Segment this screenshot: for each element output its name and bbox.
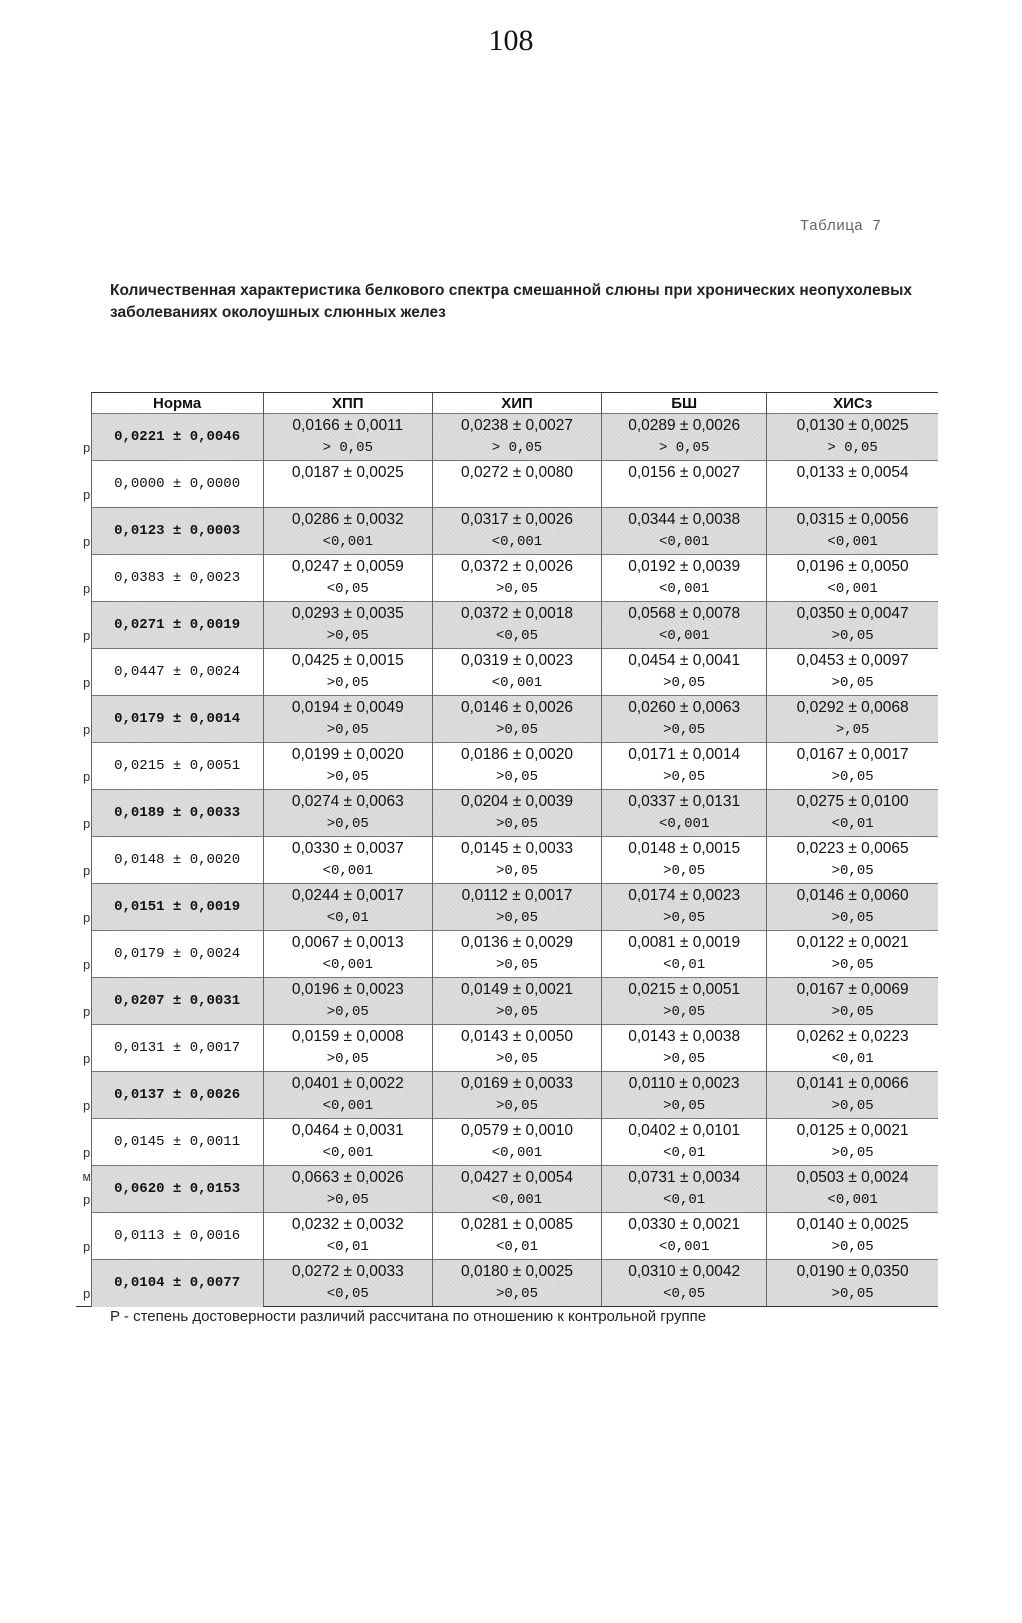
mean-value: 0,0453 ± 0,0097: [767, 649, 938, 673]
p-value: [767, 484, 938, 508]
table-row: [76, 1166, 938, 1190]
p-value: >0,05: [767, 1001, 938, 1025]
mean-value: 0,0112 ± 0,0017: [432, 884, 601, 908]
p-value: >0,05: [432, 719, 601, 743]
p-value: <0,001: [432, 531, 601, 555]
row-marker: [76, 1072, 91, 1096]
p-value: >0,05: [602, 1048, 767, 1072]
table-row: [76, 790, 938, 814]
mean-value: 0,0337 ± 0,0131: [602, 790, 767, 814]
row-marker: [76, 837, 91, 861]
p-value: >0,05: [432, 1048, 601, 1072]
norm-value: 0,0179 ± 0,0014: [91, 696, 263, 743]
p-value: > 0,05: [602, 437, 767, 461]
mean-value: 0,0244 ± 0,0017: [263, 884, 432, 908]
row-marker: [76, 649, 91, 673]
p-value: >0,05: [602, 907, 767, 931]
mean-value: 0,0186 ± 0,0020: [432, 743, 601, 767]
p-value: >0,05: [767, 672, 938, 696]
table-row: [76, 414, 938, 438]
p-label: p: [82, 441, 91, 457]
p-label: p: [82, 1146, 91, 1162]
row-marker: [76, 508, 91, 532]
p-value: >0,05: [263, 719, 432, 743]
mean-value: 0,0310 ± 0,0042: [602, 1260, 767, 1284]
table-row: [76, 1260, 938, 1284]
p-value: > 0,05: [767, 437, 938, 461]
norm-value: 0,0113 ± 0,0016: [91, 1213, 263, 1260]
mean-value: 0,0196 ± 0,0023: [263, 978, 432, 1002]
p-value: >0,05: [767, 1283, 938, 1307]
p-value: >0,05: [602, 1095, 767, 1119]
mean-value: 0,0372 ± 0,0026: [432, 555, 601, 579]
p-label: p: [82, 1193, 91, 1209]
table-row: [76, 884, 938, 908]
table-row: [76, 1025, 938, 1049]
mean-value: 0,0319 ± 0,0023: [432, 649, 601, 673]
row-marker: [76, 790, 91, 814]
mean-value: 0,0289 ± 0,0026: [602, 414, 767, 438]
p-value: <0,001: [602, 813, 767, 837]
mean-value: 0,0133 ± 0,0054: [767, 461, 938, 485]
row-marker: [76, 1213, 91, 1237]
mean-value: 0,0122 ± 0,0021: [767, 931, 938, 955]
p-value: >0,05: [432, 1095, 601, 1119]
table-row: [76, 602, 938, 626]
p-value: >0,05: [263, 1048, 432, 1072]
table-row: [76, 743, 938, 767]
mean-value: 0,0731 ± 0,0034: [602, 1166, 767, 1190]
p-label: p: [82, 958, 91, 974]
p-label: p: [82, 676, 91, 692]
mean-value: 0,0274 ± 0,0063: [263, 790, 432, 814]
mean-value: 0,0180 ± 0,0025: [432, 1260, 601, 1284]
mean-value: 0,0187 ± 0,0025: [263, 461, 432, 485]
p-value: <0,001: [263, 860, 432, 884]
p-value: <0,05: [602, 1283, 767, 1307]
table-row: [76, 696, 938, 720]
mean-value: 0,0166 ± 0,0011: [263, 414, 432, 438]
p-value: <0,001: [767, 531, 938, 555]
table-row: [76, 555, 938, 579]
mean-value: 0,0167 ± 0,0069: [767, 978, 938, 1002]
p-value: <0,01: [602, 1142, 767, 1166]
p-value: <0,001: [263, 531, 432, 555]
p-value: <0,001: [602, 625, 767, 649]
page-number: 108: [488, 24, 534, 57]
mean-value: 0,0143 ± 0,0038: [602, 1025, 767, 1049]
mean-value: 0,0110 ± 0,0023: [602, 1072, 767, 1096]
mean-value: 0,0262 ± 0,0223: [767, 1025, 938, 1049]
p-label: p: [82, 864, 91, 880]
norm-value: 0,0137 ± 0,0026: [91, 1072, 263, 1119]
p-label: p: [82, 629, 91, 645]
p-value: <0,05: [263, 578, 432, 602]
row-marker: [76, 461, 91, 485]
mean-value: 0,0293 ± 0,0035: [263, 602, 432, 626]
p-value: >0,05: [263, 672, 432, 696]
p-label: p: [82, 535, 91, 551]
mean-value: 0,0174 ± 0,0023: [602, 884, 767, 908]
p-label: p: [82, 911, 91, 927]
p-value: >0,05: [432, 578, 601, 602]
p-value: > 0,05: [432, 437, 601, 461]
mean-value: 0,0454 ± 0,0041: [602, 649, 767, 673]
p-label: p: [82, 723, 91, 739]
header-hip: ХИП: [432, 393, 601, 414]
mean-value: 0,0238 ± 0,0027: [432, 414, 601, 438]
norm-value: 0,0383 ± 0,0023: [91, 555, 263, 602]
row-marker: [76, 1260, 91, 1284]
mean-value: 0,0402 ± 0,0101: [602, 1119, 767, 1143]
header-hpp: ХПП: [263, 393, 432, 414]
mean-value: 0,0204 ± 0,0039: [432, 790, 601, 814]
p-value: >0,05: [602, 672, 767, 696]
mean-value: 0,0194 ± 0,0049: [263, 696, 432, 720]
protein-spectrum-table-wrapper: [76, 392, 938, 1307]
header-row: [76, 393, 938, 414]
norm-value: 0,0221 ± 0,0046: [91, 414, 263, 461]
mean-value: 0,0663 ± 0,0026: [263, 1166, 432, 1190]
table-label: Таблица 7: [800, 218, 882, 235]
p-value: [602, 484, 767, 508]
mean-value: 0,0215 ± 0,0051: [602, 978, 767, 1002]
p-value: >0,05: [432, 813, 601, 837]
mean-value: 0,0141 ± 0,0066: [767, 1072, 938, 1096]
p-label: p: [82, 817, 91, 833]
mean-value: 0,0232 ± 0,0032: [263, 1213, 432, 1237]
p-value: <0,001: [767, 578, 938, 602]
mean-value: 0,0247 ± 0,0059: [263, 555, 432, 579]
norm-value: 0,0179 ± 0,0024: [91, 931, 263, 978]
norm-value: 0,0207 ± 0,0031: [91, 978, 263, 1025]
mean-value: 0,0145 ± 0,0033: [432, 837, 601, 861]
mean-value: 0,0192 ± 0,0039: [602, 555, 767, 579]
p-value: <0,001: [602, 578, 767, 602]
mean-value: 0,0464 ± 0,0031: [263, 1119, 432, 1143]
p-value: <0,001: [263, 1142, 432, 1166]
p-label: p: [76, 1283, 91, 1307]
mean-value: 0,0136 ± 0,0029: [432, 931, 601, 955]
table-row: [76, 837, 938, 861]
p-label: p: [82, 770, 91, 786]
p-value: <0,001: [432, 1189, 601, 1213]
norm-value: 0,0145 ± 0,0011: [91, 1119, 263, 1166]
row-marker: [76, 743, 91, 767]
norm-value: 0,0148 ± 0,0020: [91, 837, 263, 884]
header-hisz: ХИСз: [767, 393, 938, 414]
mean-value: 0,0317 ± 0,0026: [432, 508, 601, 532]
mean-value: 0,0148 ± 0,0015: [602, 837, 767, 861]
p-value: >0,05: [602, 766, 767, 790]
p-value: >,05: [767, 719, 938, 743]
mean-value: 0,0199 ± 0,0020: [263, 743, 432, 767]
p-value: >0,05: [767, 907, 938, 931]
table-row: [76, 508, 938, 532]
mean-value: 0,0125 ± 0,0021: [767, 1119, 938, 1143]
p-value: >0,05: [767, 1142, 938, 1166]
mean-value: 0,0579 ± 0,0010: [432, 1119, 601, 1143]
mean-value: 0,0143 ± 0,0050: [432, 1025, 601, 1049]
p-value: <0,05: [263, 1283, 432, 1307]
mean-value: 0,0167 ± 0,0017: [767, 743, 938, 767]
mean-value: 0,0146 ± 0,0060: [767, 884, 938, 908]
p-value: > 0,05: [263, 437, 432, 461]
mean-value: 0,0281 ± 0,0085: [432, 1213, 601, 1237]
table-body: [76, 414, 938, 1307]
p-value: >0,05: [263, 625, 432, 649]
norm-value: 0,0000 ± 0,0000: [91, 461, 263, 508]
p-value: >0,05: [432, 907, 601, 931]
p-value: >0,05: [432, 1001, 601, 1025]
p-value: >0,05: [602, 1001, 767, 1025]
mean-value: 0,0286 ± 0,0032: [263, 508, 432, 532]
p-value: <0,001: [432, 1142, 601, 1166]
mean-value: 0,0140 ± 0,0025: [767, 1213, 938, 1237]
header-norma: Норма: [91, 393, 263, 414]
row-marker: [76, 1119, 91, 1143]
mean-value: 0,0171 ± 0,0014: [602, 743, 767, 767]
row-marker: м: [82, 1169, 91, 1185]
mean-value: 0,0315 ± 0,0056: [767, 508, 938, 532]
mean-value: 0,0146 ± 0,0026: [432, 696, 601, 720]
p-value: >0,05: [263, 813, 432, 837]
table-row: [76, 978, 938, 1002]
p-value: <0,001: [263, 954, 432, 978]
mean-value: 0,0272 ± 0,0080: [432, 461, 601, 485]
p-value: >0,05: [432, 766, 601, 790]
table-row: [76, 1072, 938, 1096]
p-value: <0,01: [602, 1189, 767, 1213]
p-value: >0,05: [432, 860, 601, 884]
mean-value: 0,0081 ± 0,0019: [602, 931, 767, 955]
mean-value: 0,0223 ± 0,0065: [767, 837, 938, 861]
mean-value: 0,0330 ± 0,0021: [602, 1213, 767, 1237]
mean-value: 0,0503 ± 0,0024: [767, 1166, 938, 1190]
p-value: >0,05: [767, 1236, 938, 1260]
p-value: <0,001: [602, 1236, 767, 1260]
row-marker: [76, 931, 91, 955]
row-marker: [76, 414, 91, 438]
mean-value: 0,0275 ± 0,0100: [767, 790, 938, 814]
mean-value: 0,0260 ± 0,0063: [602, 696, 767, 720]
mean-value: 0,0130 ± 0,0025: [767, 414, 938, 438]
norm-value: 0,0215 ± 0,0051: [91, 743, 263, 790]
p-label: p: [82, 1099, 91, 1115]
header-bsh: БШ: [602, 393, 767, 414]
p-value: >0,05: [767, 954, 938, 978]
p-value: >0,05: [767, 860, 938, 884]
mean-value: 0,0568 ± 0,0078: [602, 602, 767, 626]
p-value: <0,01: [263, 1236, 432, 1260]
mean-value: 0,0159 ± 0,0008: [263, 1025, 432, 1049]
protein-spectrum-table: [76, 392, 938, 1307]
p-value: >0,05: [432, 1283, 601, 1307]
p-label: p: [82, 1052, 91, 1068]
table-row: [76, 931, 938, 955]
mean-value: 0,0196 ± 0,0050: [767, 555, 938, 579]
p-value: <0,05: [432, 625, 601, 649]
norm-value: 0,0104 ± 0,0077: [91, 1260, 263, 1307]
p-value: <0,001: [263, 1095, 432, 1119]
p-label: p: [82, 1240, 91, 1256]
table-title: Количественная характеристика белкового спектра смешанной слюны при хронических неопухолевых заболеваниях околоушных слюнных желез: [110, 282, 912, 321]
table-row: [76, 1213, 938, 1237]
norm-value: 0,0271 ± 0,0019: [91, 602, 263, 649]
mean-value: 0,0156 ± 0,0027: [602, 461, 767, 485]
mean-value: 0,0190 ± 0,0350: [767, 1260, 938, 1284]
p-value: <0,01: [602, 954, 767, 978]
row-marker: [76, 978, 91, 1002]
p-value: <0,001: [432, 672, 601, 696]
row-marker: [76, 884, 91, 908]
p-label: p: [82, 488, 91, 504]
mean-value: 0,0372 ± 0,0018: [432, 602, 601, 626]
header-spacer: [76, 393, 91, 414]
mean-value: 0,0330 ± 0,0037: [263, 837, 432, 861]
p-value: >0,05: [263, 1189, 432, 1213]
mean-value: 0,0425 ± 0,0015: [263, 649, 432, 673]
table-row: [76, 461, 938, 485]
table-header: [76, 393, 938, 414]
p-value: <0,001: [767, 1189, 938, 1213]
p-value: >0,05: [767, 766, 938, 790]
p-value: >0,05: [263, 1001, 432, 1025]
p-label: p: [82, 582, 91, 598]
norm-value: 0,0123 ± 0,0003: [91, 508, 263, 555]
p-value: >0,05: [263, 766, 432, 790]
mean-value: 0,0149 ± 0,0021: [432, 978, 601, 1002]
row-marker: [76, 1025, 91, 1049]
p-value: >0,05: [602, 860, 767, 884]
norm-value: 0,0189 ± 0,0033: [91, 790, 263, 837]
row-marker: [76, 555, 91, 579]
mean-value: 0,0427 ± 0,0054: [432, 1166, 601, 1190]
norm-value: 0,0131 ± 0,0017: [91, 1025, 263, 1072]
table-row: [76, 1119, 938, 1143]
p-value: [263, 484, 432, 508]
p-value: [432, 484, 601, 508]
table-row: [76, 649, 938, 673]
p-value: <0,01: [432, 1236, 601, 1260]
row-marker: [76, 602, 91, 626]
mean-value: 0,0169 ± 0,0033: [432, 1072, 601, 1096]
mean-value: 0,0272 ± 0,0033: [263, 1260, 432, 1284]
norm-value: 0,0151 ± 0,0019: [91, 884, 263, 931]
p-value: >0,05: [767, 625, 938, 649]
mean-value: 0,0401 ± 0,0022: [263, 1072, 432, 1096]
mean-value: 0,0292 ± 0,0068: [767, 696, 938, 720]
p-value: <0,01: [767, 1048, 938, 1072]
p-label: p: [82, 1005, 91, 1021]
p-value: <0,001: [602, 531, 767, 555]
norm-value: 0,0620 ± 0,0153: [91, 1166, 263, 1213]
p-value: >0,05: [767, 1095, 938, 1119]
footnote: P - степень достоверности различий рассчитана по отношению к контрольной группе: [110, 1308, 707, 1325]
p-value: >0,05: [602, 719, 767, 743]
p-value: <0,01: [767, 813, 938, 837]
p-value: <0,01: [263, 907, 432, 931]
mean-value: 0,0344 ± 0,0038: [602, 508, 767, 532]
p-value: >0,05: [432, 954, 601, 978]
mean-value: 0,0350 ± 0,0047: [767, 602, 938, 626]
norm-value: 0,0447 ± 0,0024: [91, 649, 263, 696]
row-marker: [76, 696, 91, 720]
mean-value: 0,0067 ± 0,0013: [263, 931, 432, 955]
